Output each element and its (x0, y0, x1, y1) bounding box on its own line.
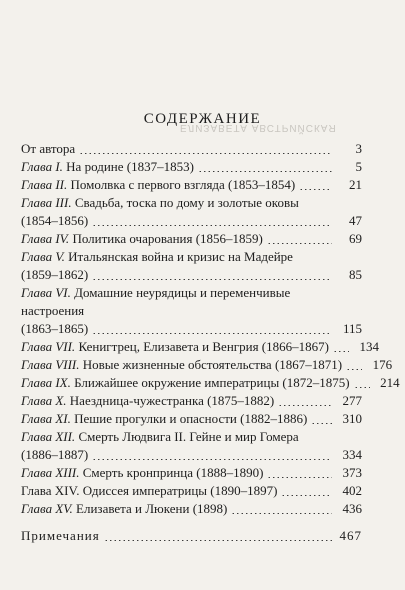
chapter-label: Глава XIII. (21, 465, 80, 480)
toc-entry-chapter-6 (21, 284, 362, 338)
page-number: 3 (355, 141, 362, 156)
page-number: 310 (342, 411, 362, 426)
toc-entry-chapter-2 (21, 176, 362, 194)
dot-leader (311, 423, 332, 424)
entry-title: Итальянская война и кризис на Мадейре (68, 249, 293, 264)
page-number: 436 (342, 501, 362, 516)
entry-title: Пешие прогулки и опасности (1882–1886) (74, 411, 308, 426)
toc-entry-chapter-4 (21, 230, 362, 248)
entry-title: Политика очарования (1856–1859) (72, 231, 263, 246)
entry-title: Смерть кронпринца (1888–1890) (82, 465, 264, 480)
dot-leader (267, 243, 332, 244)
dot-leader (92, 459, 332, 460)
page-number: 69 (349, 231, 362, 246)
page-number: 115 (342, 321, 362, 336)
toc-entry-chapter-8 (21, 356, 393, 374)
dot-leader (346, 369, 362, 370)
dot-leader (299, 189, 332, 190)
chapter-label: Глава XV. (21, 501, 73, 516)
entry-title: На родине (1837–1853) (66, 159, 194, 174)
toc-entry-chapter-5 (21, 248, 362, 284)
chapter-label: Глава XIV. (21, 483, 80, 498)
chapter-label: Глава X. (21, 393, 67, 408)
dot-leader (281, 495, 332, 496)
dot-leader (92, 225, 332, 226)
chapter-label: Глава VII. (21, 339, 76, 354)
chapter-label: Глава VIII. (21, 357, 80, 372)
entry-title: Одиссея императрицы (1890–1897) (82, 483, 278, 498)
entry-title: Наездница-чужестранка (1875–1882) (69, 393, 275, 408)
page-number: 467 (339, 528, 362, 543)
dot-leader (231, 513, 332, 514)
entry-title-continued: (1859–1862) (21, 267, 89, 282)
dot-leader (92, 333, 332, 334)
page-number: 402 (342, 483, 362, 498)
entry-title: Примечания (21, 528, 100, 543)
entry-title: Свадьба, тоска по дому и золотые оковы (74, 195, 299, 210)
entry-title: Помолвка с первого взгляда (1853–1854) (70, 177, 296, 192)
chapter-label: Глава IV. (21, 231, 70, 246)
page-number: 85 (349, 267, 362, 282)
toc-entry-chapter-14 (21, 482, 362, 500)
page-number: 176 (372, 357, 393, 372)
toc-entry-chapter-15 (21, 500, 362, 518)
chapter-label: Глава I. (21, 159, 63, 174)
page-number: 5 (355, 159, 362, 174)
dot-leader (278, 405, 332, 406)
dot-leader (267, 477, 332, 478)
chapter-label: Глава III. (21, 195, 72, 210)
entry-title: Елизавета и Люкени (1898) (76, 501, 228, 516)
dot-leader (79, 153, 332, 154)
toc-entry-chapter-12 (21, 428, 362, 464)
toc-entry-chapter-13 (21, 464, 362, 482)
entry-title: Ближайшее окружение императрицы (1872–1875) (74, 375, 350, 390)
entry-title-continued: (1863–1865) (21, 321, 89, 336)
page-number: 373 (342, 465, 362, 480)
entry-title: Новые жизненные обстоятельства (1867–1871) (82, 357, 343, 372)
chapter-label: Глава XI. (21, 411, 71, 426)
entry-title: От автора (21, 141, 76, 156)
dot-leader (198, 171, 332, 172)
bleed-through-text: ЕЛИЗАВЕТА АВСТРИЙСКАЯ (180, 122, 337, 133)
dot-leader (104, 540, 332, 541)
toc-entry-chapter-7 (21, 338, 379, 356)
chapter-label: Глава IX. (21, 375, 71, 390)
chapter-label: Глава VI. (21, 285, 71, 300)
table-of-contents (21, 140, 400, 545)
dot-leader (92, 279, 332, 280)
entry-title: Домашние неурядицы и переменчивые настроения (21, 285, 291, 318)
entry-title-continued: (1854–1856) (21, 213, 89, 228)
page-number: 277 (342, 393, 362, 408)
toc-entry-chapter-10 (21, 392, 362, 410)
entry-title: Кенигтрец, Елизавета и Венгрия (1866–1867) (78, 339, 329, 354)
page-title: СОДЕРЖАНИЕ (143, 111, 262, 128)
entry-title-continued: (1886–1887) (21, 447, 89, 462)
page-number: 214 (380, 375, 400, 390)
toc-entry-chapter-9 (21, 374, 400, 392)
dot-leader (354, 387, 370, 388)
chapter-label: Глава II. (21, 177, 68, 192)
page-number: 47 (349, 213, 362, 228)
toc-entry-chapter-11 (21, 410, 362, 428)
toc-entry-preface (21, 140, 362, 158)
chapter-label: Глава V. (21, 249, 65, 264)
page-number: 21 (349, 177, 362, 192)
toc-entry-chapter-1 (21, 158, 362, 176)
toc-entry-chapter-3 (21, 194, 362, 230)
page-number: 134 (359, 339, 379, 354)
chapter-label: Глава XII. (21, 429, 76, 444)
entry-title: Смерть Людвига II. Гейне и мир Гомера (78, 429, 299, 444)
dot-leader (333, 351, 349, 352)
toc-entry-notes (21, 527, 362, 545)
page-number: 334 (342, 447, 362, 462)
